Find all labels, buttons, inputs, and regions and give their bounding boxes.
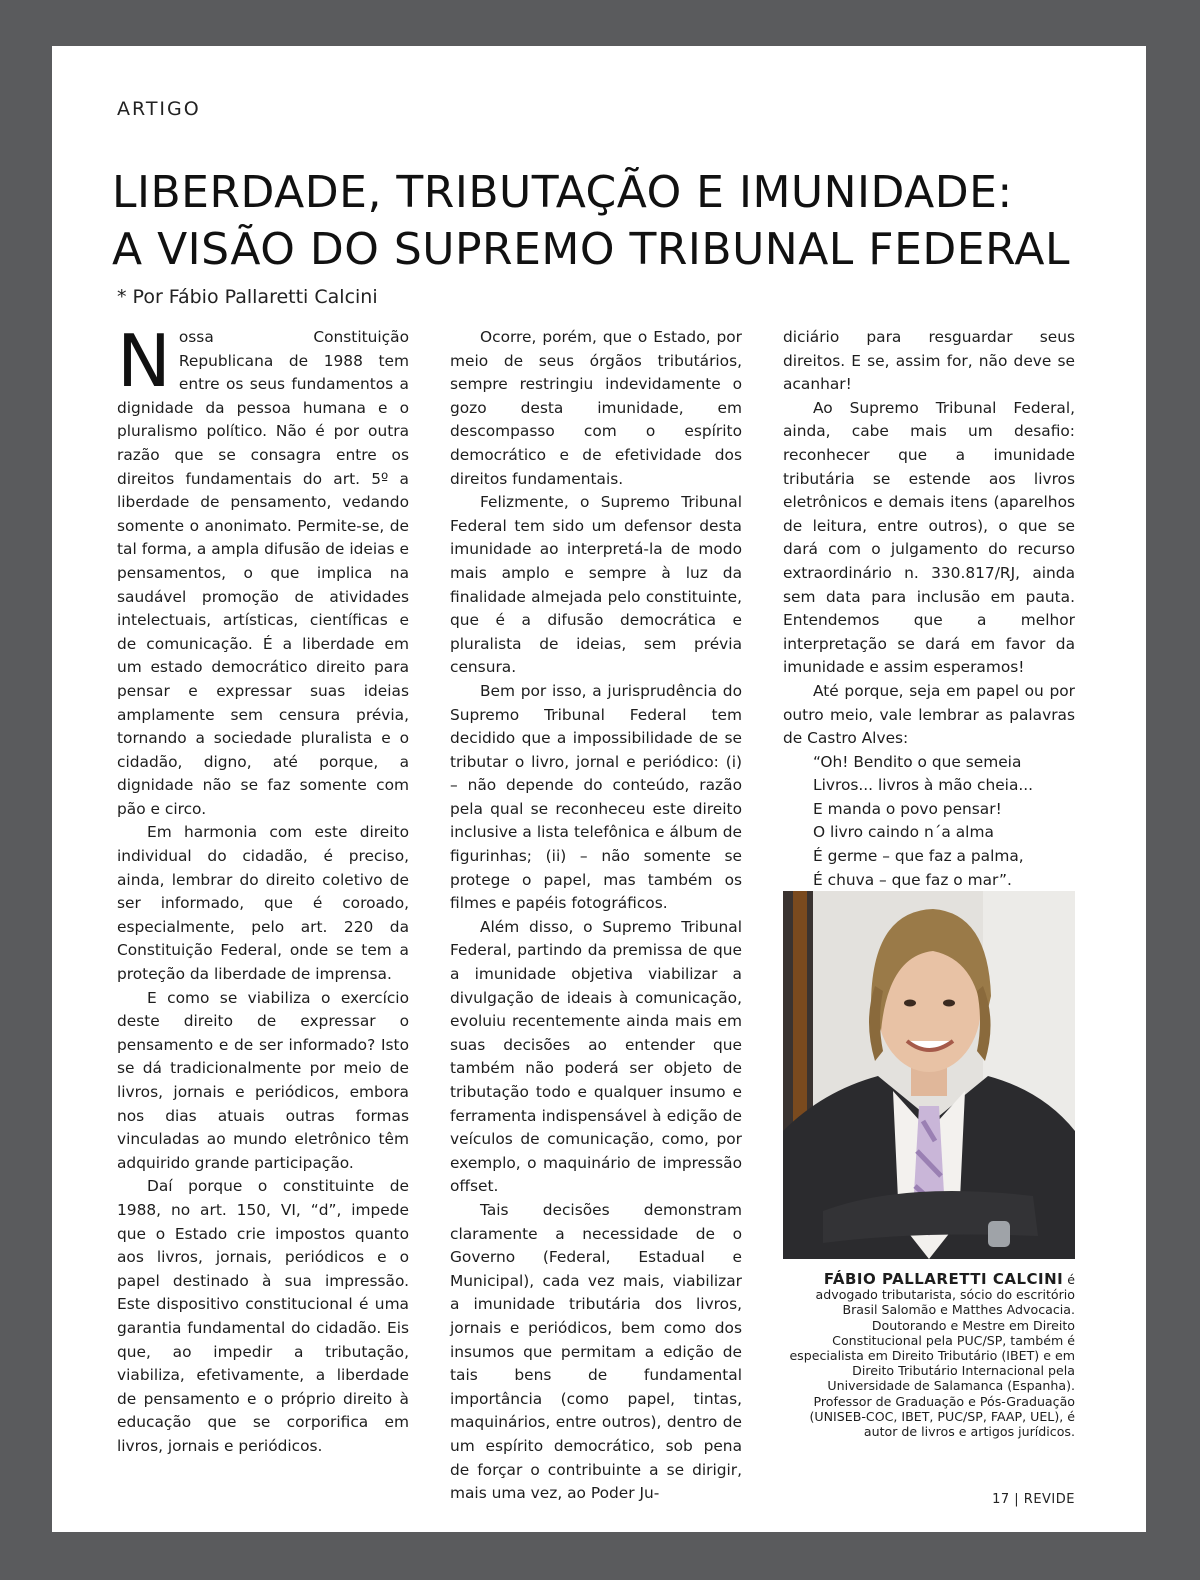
paragraph: Além disso, o Supremo Tribunal Federal, partindo da premissa de que a imunidade objetiva viabilizar a divulgação de ideais à comunicação, evoluiu recentemente ainda mais em suas decisões ao entender que também não poderá ser objeto de tributação todo e qualquer insumo e ferramenta indispensável à edição de veículos de comunicação, como, por exemplo, o maquinário de impressão offset. (450, 917, 742, 1196)
drop-cap: N (117, 319, 171, 403)
poem-line: Livros... livros à mão cheia... (813, 776, 1034, 795)
paragraph: E como se viabiliza o exercício deste direito de expressar o pensamento e de ser informado? Isto se dá tradicionalmente por meio de livros, jornais e periódicos, embora nos dias atuais outras formas vinculadas ao mundo eletrônico têm adquirido grande participação. (117, 988, 409, 1172)
author-bio-text: é advogado tributarista, sócio do escritório Brasil Salomão e Matthes Advocacia. Doutorando e Mestre em Direito Constitucional pela PUC/SP, também é especialista em Direito Tributário (IBET) e em Direito Tributário Internacional pela Universidade de Salamanca (Espanha). Professor de Graduação e Pós-Graduação (UNISEB-COC, IBET, PUC/SP, FAAP, UEL), é autor de livros e artigos jurídicos. (789, 1272, 1075, 1440)
byline: * Por Fábio Pallaretti Calcini (117, 286, 378, 308)
title-line-1: LIBERDADE, TRIBUTAÇÃO E IMUNIDADE: (112, 167, 1013, 218)
column-3 (783, 326, 1075, 892)
paragraph: Até porque, seja em papel ou por outro meio, vale lembrar as palavras de Castro Alves: (783, 681, 1075, 748)
poem-line: O livro caindo n´a alma (813, 823, 994, 842)
author-name: FÁBIO PALLARETTI CALCINI (823, 1270, 1064, 1288)
page-footer: 17 | REVIDE (992, 1492, 1075, 1507)
magazine-page (52, 46, 1146, 1532)
paragraph-text: ossa Constituição Republicana de 1988 tem entre os seus fundamentos a dignidade da pessoa humana e o pluralismo político. Não é por outra razão que se consagra entre os direitos fundamentais do art. 5º a liberdade de pensamento, vedando somente o anonimato. Permite-se, de tal forma, a ampla difusão de ideias e pensamentos, o que implica na saudável promoção de atividades intelectuais, artísticas, científicas e de comunicação. É a liberdade em um estado democrático direito para pensar e expressar suas ideias amplamente sem censura prévia, tornando a sociedade pluralista e o cidadão, digno, até porque, a dignidade não se faz somente com pão e circo. (117, 328, 409, 818)
poem-line: É germe – que faz a palma, (813, 847, 1024, 866)
paragraph: diciário para resguardar seus direitos. E se, assim for, não deve se acanhar! (783, 328, 1075, 394)
paragraph (117, 319, 409, 821)
author-photo (783, 891, 1075, 1259)
column-2 (450, 326, 742, 1506)
paragraph: Felizmente, o Supremo Tribunal Federal tem sido um defensor desta imunidade ao interpretá-la de modo mais amplo e sempre à luz da finalidade almejada pelo constituinte, que é a difusão democrática e pluralista de ideias, sem prévia censura. (450, 493, 742, 677)
paragraph: Ocorre, porém, que o Estado, por meio de seus órgãos tributários, sempre restringiu indevidamente o gozo desta imunidade, em descompasso com o espírito democrático e de efetividade dos direitos fundamentais. (450, 328, 742, 488)
article-title (112, 164, 1102, 278)
column-1 (117, 319, 409, 1459)
paragraph: Em harmonia com este direito individual do cidadão, é preciso, ainda, lembrar do direito coletivo de ser informado, que é coroado, especialmente, pelo art. 220 da Constituição Federal, onde se tem a proteção da liberdade de imprensa. (117, 823, 409, 984)
paragraph: Ao Supremo Tribunal Federal, ainda, cabe mais um desafio: reconhecer que a imunidade tributária se estende aos livros eletrônicos e demais itens (aparelhos de leitura, entre outros), o que se dará com o julgamento do recurso extraordinário n. 330.817/RJ, ainda sem data para inclusão em pauta. Entendemos que a melhor interpretação se dará em favor da imunidade e assim esperamos! (783, 398, 1075, 677)
poem-line: E manda o povo pensar! (813, 799, 1002, 818)
title-line-2: A VISÃO DO SUPREMO TRIBUNAL FEDERAL (112, 224, 1070, 275)
poem-line: É chuva – que faz o mar”. (813, 870, 1012, 889)
paragraph: Bem por isso, a jurisprudência do Supremo Tribunal Federal tem decidido que a impossibilidade de se tributar o livro, jornal e periódico: (i) – não depende do conteúdo, razão pela qual se reconheceu este direito inclusive a lista telefônica e álbum de figurinhas; (ii) – não somente se protege o papel, mas também os filmes e papéis fotográficos. (450, 681, 742, 913)
author-bio (783, 1272, 1075, 1439)
paragraph: Tais decisões demonstram claramente a necessidade de o Governo (Federal, Estadual e Municipal), cada vez mais, viabilizar a imunidade tributária dos livros, jornais e periódicos, bem como dos insumos que permitam a edição de tais bens de fundamental importância (como papel, tintas, maquinários, entre outros), dentro de um espírito democrático, sob pena de forçar o contribuinte a se dirigir, mais uma vez, ao Poder Ju- (450, 1200, 742, 1503)
paragraph: Daí porque o constituinte de 1988, no art. 150, VI, “d”, impede que o Estado crie impostos quanto aos livros, jornais, periódicos e o papel destinado à sua impressão. Este dispositivo constitucional é uma garantia fundamental do cidadão. Eis que, ao impedir a tributação, viabiliza, efetivamente, a liberdade de pensamento e o próprio direito à educação que se corporifica em livros, jornais e periódicos. (117, 1177, 409, 1455)
section-label: ARTIGO (117, 98, 201, 120)
poem-quote (783, 751, 1075, 893)
poem-line: “Oh! Bendito o que semeia (813, 752, 1022, 771)
